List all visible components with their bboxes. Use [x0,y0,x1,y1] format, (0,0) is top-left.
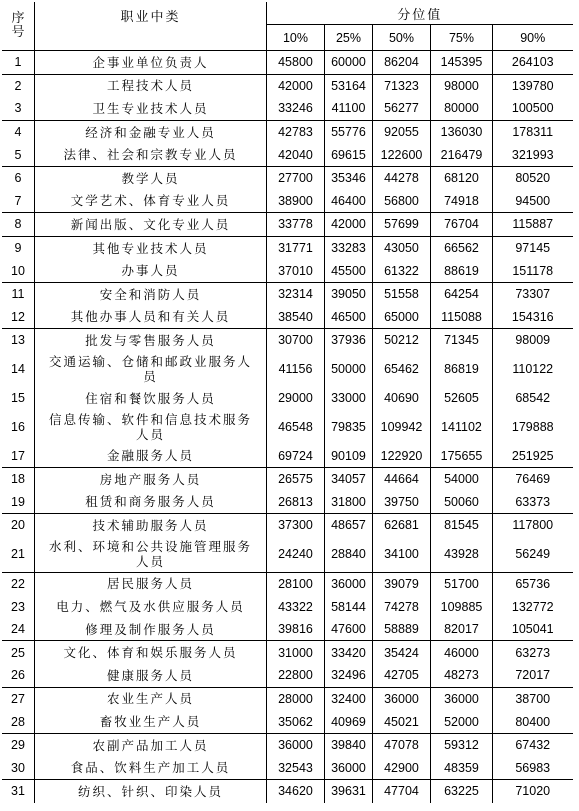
occupation-name: 电力、燃气及水供应服务人员 [35,595,267,618]
p90-value: 251925 [493,444,573,467]
occupation-name: 安全和消防人员 [35,282,267,305]
p10-value: 30700 [267,329,325,352]
row-serial: 17 [11,448,25,463]
percentile-group-header: 分位值 [267,2,573,25]
occupation-name: 文化、体育和娱乐服务人员 [35,641,267,664]
row-serial: 30 [11,760,25,775]
p50-value: 42705 [373,664,431,687]
p90-value: 98009 [493,329,573,352]
table-row [2,352,573,387]
p10-value: 33778 [267,213,325,237]
table-row [2,282,573,305]
occupation-name: 经济和金融专业人员 [35,120,267,143]
p90-value: 264103 [493,51,573,75]
row-serial: 13 [2,329,35,352]
p50-value: 74278 [373,595,431,618]
p75-value: 52000 [431,710,493,733]
p75-value: 43928 [431,537,493,573]
header-row-1 [2,2,573,25]
p10-value: 42040 [267,143,325,166]
p10-value: 46548 [267,409,325,444]
p50-value: 35424 [373,641,431,664]
p10-value: 32543 [267,756,325,779]
p10-value: 26813 [267,491,325,514]
p10-value: 37010 [267,259,325,282]
p10-value: 29000 [267,387,325,410]
table-row [2,259,573,282]
occupation-name: 交通运输、仓储和邮政业服务人员 [35,352,267,387]
row-serial: 15 [11,391,25,406]
row-serial: 27 [2,687,35,710]
occupation-name: 批发与零售服务人员 [35,329,267,352]
occupation-name: 文学艺术、体育专业人员 [35,190,267,213]
row-serial: 24 [11,622,25,637]
row-serial: 3 [14,101,22,116]
p25-value: 28840 [325,537,373,573]
p25-value: 39840 [325,733,373,756]
p10-value: 31000 [267,641,325,664]
p75-value: 51700 [431,572,493,595]
p50-value: 51558 [373,282,431,305]
occupation-name: 法律、社会和宗教专业人员 [35,143,267,166]
p75-value: 48273 [431,664,493,687]
p25-value: 39631 [325,780,373,803]
table-row [2,780,573,803]
table-row [2,143,573,166]
table-row [2,641,573,664]
p25-value: 37936 [325,329,373,352]
p50-value: 40690 [373,387,431,410]
row-serial: 7 [14,193,22,208]
p90-value: 115887 [493,213,573,237]
p50-value: 86204 [373,51,431,75]
table-row [2,213,573,237]
p50-value: 39750 [373,491,431,514]
occupation-name: 金融服务人员 [35,444,267,467]
p75-value: 46000 [431,641,493,664]
table-row [2,51,573,75]
p75-value: 80000 [431,97,493,120]
p75-value: 71345 [431,329,493,352]
p50-value: 42900 [373,756,431,779]
table-row [2,491,573,514]
table-row [2,467,573,490]
p75-value: 54000 [431,467,493,490]
p75-value: 76704 [431,213,493,237]
table-row [2,664,573,687]
percentile-header-p50: 50% [373,25,431,51]
row-serial: 18 [2,467,35,490]
p75-value: 145395 [431,51,493,75]
p10-value: 36000 [267,733,325,756]
p50-value: 56277 [373,97,431,120]
occupation-name: 居民服务人员 [35,572,267,595]
p10-value: 31771 [267,236,325,259]
table-row [2,329,573,352]
table-row [2,514,573,537]
occupation-name: 技术辅助服务人员 [35,514,267,537]
p50-value: 43050 [373,236,431,259]
p25-value: 79835 [325,409,373,444]
p90-value: 72017 [493,664,573,687]
percentile-header-p25: 25% [325,25,373,51]
table-row [2,190,573,213]
p90-value: 178311 [493,120,573,143]
row-serial: 9 [2,236,35,259]
p90-value: 179888 [493,409,573,444]
p10-value: 33246 [267,97,325,120]
occupation-name: 健康服务人员 [35,664,267,687]
p50-value: 62681 [373,514,431,537]
p10-value: 35062 [267,710,325,733]
p10-value: 37300 [267,514,325,537]
table-row [2,166,573,189]
p25-value: 31800 [325,491,373,514]
p90-value: 56249 [493,537,573,573]
p90-value: 132772 [493,595,573,618]
p90-value: 94500 [493,190,573,213]
p25-value: 40969 [325,710,373,733]
table-row [2,120,573,143]
occupation-name: 其他专业技术人员 [35,236,267,259]
p50-value: 61322 [373,259,431,282]
row-serial: 31 [2,780,35,803]
p90-value: 321993 [493,143,573,166]
p50-value: 36000 [373,687,431,710]
p50-value: 65000 [373,306,431,329]
p25-value: 36000 [325,756,373,779]
p10-value: 34620 [267,780,325,803]
occupation-name: 教学人员 [35,166,267,189]
p75-value: 88619 [431,259,493,282]
p25-value: 69615 [325,143,373,166]
row-serial: 11 [2,282,35,305]
p25-value: 53164 [325,74,373,97]
row-serial: 8 [2,213,35,237]
row-serial: 6 [2,166,35,189]
p10-value: 45800 [267,51,325,75]
p25-value: 42000 [325,213,373,237]
p75-value: 82017 [431,618,493,641]
p10-value: 27700 [267,166,325,189]
percentile-header-p10: 10% [267,25,325,51]
row-serial: 23 [11,599,25,614]
occupation-name: 纺织、针织、印染人员 [35,780,267,803]
row-serial: 1 [2,51,35,75]
table-row [2,687,573,710]
table-row [2,537,573,573]
p25-value: 34057 [325,467,373,490]
p10-value: 39816 [267,618,325,641]
occupation-name: 卫生专业技术人员 [35,97,267,120]
serial-header: 序号 [2,2,35,51]
row-serial: 10 [11,263,25,278]
row-serial: 14 [11,362,25,377]
table-body [2,51,573,803]
p50-value: 50212 [373,329,431,352]
p75-value: 141102 [431,409,493,444]
table-row [2,387,573,410]
table-row [2,595,573,618]
p50-value: 122920 [373,444,431,467]
p50-value: 57699 [373,213,431,237]
p75-value: 48359 [431,756,493,779]
table-row [2,409,573,444]
p75-value: 36000 [431,687,493,710]
p10-value: 38540 [267,306,325,329]
p25-value: 45500 [325,259,373,282]
p25-value: 41100 [325,97,373,120]
table-row [2,444,573,467]
p90-value: 117800 [493,514,573,537]
p25-value: 47600 [325,618,373,641]
occupation-name: 新闻出版、文化专业人员 [35,213,267,237]
p25-value: 35346 [325,166,373,189]
occupation-name: 水利、环境和公共设施管理服务人员 [35,537,267,573]
p90-value: 56983 [493,756,573,779]
table-row [2,756,573,779]
p75-value: 136030 [431,120,493,143]
p25-value: 55776 [325,120,373,143]
row-serial: 26 [11,668,25,683]
p75-value: 64254 [431,282,493,305]
p10-value: 42783 [267,120,325,143]
p10-value: 41156 [267,352,325,387]
p90-value: 63273 [493,641,573,664]
p50-value: 122600 [373,143,431,166]
p10-value: 43322 [267,595,325,618]
occupation-name: 食品、饮料生产加工人员 [35,756,267,779]
occupation-name: 租赁和商务服务人员 [35,491,267,514]
table-row [2,306,573,329]
p10-value: 28100 [267,572,325,595]
row-serial: 12 [11,309,25,324]
p50-value: 65462 [373,352,431,387]
p10-value: 32314 [267,282,325,305]
row-serial: 5 [14,147,22,162]
table-row [2,572,573,595]
occupation-name: 工程技术人员 [35,74,267,97]
p50-value: 44664 [373,467,431,490]
percentile-header-p90: 90% [493,25,573,51]
p50-value: 45021 [373,710,431,733]
p90-value: 73307 [493,282,573,305]
row-serial: 16 [11,419,25,434]
p10-value: 26575 [267,467,325,490]
p25-value: 32496 [325,664,373,687]
p50-value: 109942 [373,409,431,444]
table-row [2,618,573,641]
table-row [2,236,573,259]
p75-value: 66562 [431,236,493,259]
p10-value: 38900 [267,190,325,213]
p75-value: 74918 [431,190,493,213]
table-row [2,74,573,97]
p25-value: 60000 [325,51,373,75]
row-serial: 21 [11,547,25,562]
p10-value: 42000 [267,74,325,97]
p25-value: 33420 [325,641,373,664]
p25-value: 58144 [325,595,373,618]
p90-value: 71020 [493,780,573,803]
p75-value: 109885 [431,595,493,618]
p50-value: 58889 [373,618,431,641]
occupation-name: 修理及制作服务人员 [35,618,267,641]
p90-value: 97145 [493,236,573,259]
salary-percentile-table [2,2,573,803]
p10-value: 22800 [267,664,325,687]
occupation-name: 住宿和餐饮服务人员 [35,387,267,410]
p75-value: 115088 [431,306,493,329]
row-serial: 22 [2,572,35,595]
p25-value: 36000 [325,572,373,595]
p90-value: 105041 [493,618,573,641]
row-serial: 20 [2,514,35,537]
row-serial: 25 [2,641,35,664]
p75-value: 50060 [431,491,493,514]
p90-value: 76469 [493,467,573,490]
p25-value: 50000 [325,352,373,387]
p90-value: 139780 [493,74,573,97]
p75-value: 52605 [431,387,493,410]
row-serial: 2 [2,74,35,97]
p25-value: 39050 [325,282,373,305]
p90-value: 68542 [493,387,573,410]
p90-value: 110122 [493,352,573,387]
occupation-name: 畜牧业生产人员 [35,710,267,733]
p25-value: 48657 [325,514,373,537]
p50-value: 71323 [373,74,431,97]
p25-value: 32400 [325,687,373,710]
p10-value: 28000 [267,687,325,710]
p90-value: 65736 [493,572,573,595]
p50-value: 44278 [373,166,431,189]
p75-value: 63225 [431,780,493,803]
p10-value: 24240 [267,537,325,573]
p25-value: 46500 [325,306,373,329]
row-serial: 29 [2,733,35,756]
percentile-header-p75: 75% [431,25,493,51]
p90-value: 154316 [493,306,573,329]
table-row [2,710,573,733]
occupation-name: 农业生产人员 [35,687,267,710]
p90-value: 80400 [493,710,573,733]
occupation-name: 办事人员 [35,259,267,282]
category-header: 职业中类 [35,2,267,51]
row-serial: 28 [11,714,25,729]
p90-value: 38700 [493,687,573,710]
occupation-name: 其他办事人员和有关人员 [35,306,267,329]
table-row [2,97,573,120]
p25-value: 46400 [325,190,373,213]
p25-value: 90109 [325,444,373,467]
p75-value: 81545 [431,514,493,537]
occupation-name: 房地产服务人员 [35,467,267,490]
p50-value: 39079 [373,572,431,595]
p75-value: 175655 [431,444,493,467]
p90-value: 63373 [493,491,573,514]
row-serial: 4 [2,120,35,143]
occupation-name: 企事业单位负责人 [35,51,267,75]
p75-value: 216479 [431,143,493,166]
p50-value: 92055 [373,120,431,143]
p90-value: 100500 [493,97,573,120]
p90-value: 151178 [493,259,573,282]
occupation-name: 农副产品加工人员 [35,733,267,756]
p90-value: 67432 [493,733,573,756]
row-serial: 19 [11,494,25,509]
p75-value: 98000 [431,74,493,97]
p10-value: 69724 [267,444,325,467]
p50-value: 34100 [373,537,431,573]
p50-value: 47704 [373,780,431,803]
p50-value: 47078 [373,733,431,756]
table-row [2,733,573,756]
p25-value: 33283 [325,236,373,259]
p25-value: 33000 [325,387,373,410]
p75-value: 86819 [431,352,493,387]
p50-value: 56800 [373,190,431,213]
p75-value: 68120 [431,166,493,189]
p90-value: 80520 [493,166,573,189]
p75-value: 59312 [431,733,493,756]
occupation-name: 信息传输、软件和信息技术服务人员 [35,409,267,444]
